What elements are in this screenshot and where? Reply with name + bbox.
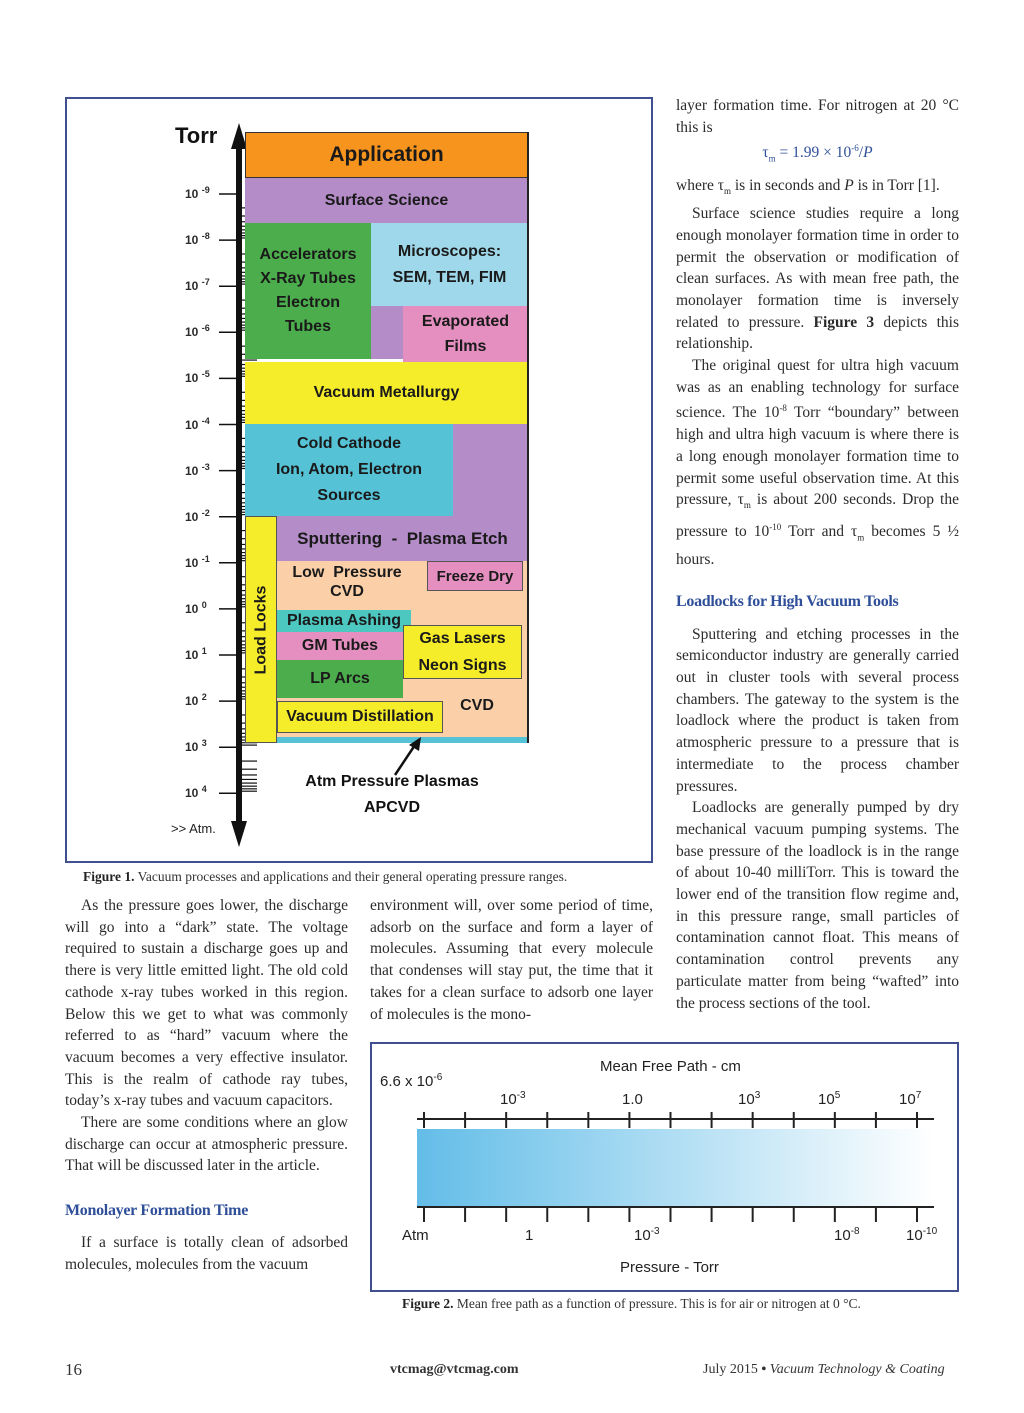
lpcvd-line-1: Low Pressure (292, 564, 402, 581)
accelerators-line-4: Tubes (285, 318, 331, 335)
page-number: 16 (65, 1360, 82, 1379)
p3sub: m (743, 500, 751, 511)
p3sub2: m (857, 532, 865, 543)
where-p: P (844, 177, 854, 195)
gm-tubes-label: GM Tubes (301, 637, 379, 654)
column-2 (370, 895, 653, 1025)
sputtering-label: Sputtering - Plasma Etch (297, 528, 508, 548)
atm-plasmas-line-2: APCVD (363, 799, 420, 816)
axis-tick-label: 10 $^{-6}$ (185, 323, 210, 340)
mfp-bottom-ticks (424, 1207, 917, 1222)
axis-tick-label: 10 $^4$ (185, 784, 207, 801)
axis-tick-label: 10 $^1$ (185, 646, 207, 662)
p3sup: -8 (779, 403, 787, 414)
atm-plasmas-label (267, 769, 517, 821)
band-application-label: Application (329, 143, 444, 166)
gas-lasers-line-1: Gas Lasers (419, 630, 506, 647)
plasma-ashing-label: Plasma Ashing (286, 612, 402, 629)
axis-tick-label: 10 $^{-1}$ (185, 553, 210, 570)
band-cold-cathode (245, 424, 453, 516)
col1-paragraph-3: If a surface is totally clean of adsorbed molecules, molecules from the vacuum (65, 1233, 348, 1273)
eq-tau: τ (762, 144, 769, 162)
col1-paragraph-2: There are some conditions where an glow discharge can occur at atmospheric pressure. That will be discussed later in the article. (65, 1114, 348, 1175)
band-cvd (447, 691, 507, 721)
axis-tick-label: 10 $^{-4}$ (185, 415, 210, 432)
cold-cathode-line-2: Ion, Atom, Electron (275, 461, 423, 478)
section-heading-monolayer: Monolayer Formation Time (65, 1202, 249, 1220)
eq-tail: / (858, 144, 864, 162)
axis-arrow-down (231, 821, 247, 847)
figure-2-caption (402, 1296, 962, 1312)
pressure-bottom-label: $10^{-8}$ (834, 1226, 860, 1244)
eq-sub: m (768, 153, 776, 164)
mfp-top-label: $10^7$ (899, 1090, 922, 1108)
pressure-bottom-label: Atm (402, 1227, 429, 1244)
eq-sup: -6 (851, 143, 859, 154)
band-purple-right (453, 424, 528, 516)
mfp-left-mantissa: 6.6 x 10 (380, 1073, 434, 1090)
footer-magazine: Vacuum Technology & Coating (769, 1362, 945, 1377)
band-lp-arcs (277, 660, 403, 698)
microscopes-line-1: Microscopes: (397, 242, 502, 260)
section-heading-loadlocks: Loadlocks for High Vacuum Tools (676, 592, 899, 610)
mfp-scale (372, 1044, 961, 1290)
where-2: is in seconds and (730, 177, 845, 195)
axis-unit-label: Torr (175, 123, 218, 148)
band-low-pressure-cvd (277, 561, 417, 603)
band-surface-science (245, 178, 528, 223)
mfp-left-exp: -6 (433, 1072, 443, 1083)
vacuum-distillation-label: Vacuum Distillation (286, 708, 434, 725)
pressure-bottom-label: $10^{-3}$ (634, 1226, 660, 1244)
band-gm-tubes (277, 632, 403, 660)
col3-paragraph-5: Loadlocks are generally pumped by dry mechanical vacuum pumping systems. The base pressure of the loadlock is in the range of about 10-40 milliTorr. This is toward the lower end of the transition flow regime and, in this pressure range, small particles of contamination cannot float. This means of contamination control prevents any particulate matter from being “wafted” into the process sections of the tool. (676, 799, 959, 1012)
lpcvd-line-2: CVD (330, 583, 364, 600)
evaporated-line-1: Evaporated (421, 313, 510, 330)
band-accelerators (245, 223, 371, 359)
atm-plasmas-line-1: Atm Pressure Plasmas (305, 773, 479, 790)
axis-tick-label: 10 $^{-8}$ (185, 231, 210, 248)
where-3: is in Torr [1]. (853, 177, 940, 195)
p3b: Torr “boundary” between high and ultra high vacuum is where there is a long enough monolayer formation time to permit some useful observation time. At this pressure, τ (676, 404, 959, 509)
eq-var: P (863, 144, 873, 162)
figure-1-caption (83, 869, 643, 885)
cold-cathode-line-1: Cold Cathode (297, 435, 401, 452)
where-sub: m (723, 186, 731, 197)
pressure-bottom-label: 1 (525, 1227, 534, 1244)
p3e: becomes 5 ½ hours. (676, 523, 959, 569)
accelerators-line-1: Accelerators (259, 246, 357, 263)
equation-tau-m (676, 138, 959, 170)
footer-email: vtcmag@vtcmag.com (390, 1362, 519, 1377)
col3-where-line (676, 175, 959, 203)
p2a: Surface science studies require a long enough monolayer formation time in order to permit the observation or modification of clean surfaces. As with mean free path, the monolayer formation time is inversely related to pressure. (676, 205, 959, 331)
band-surface-science-label: Surface Science (324, 191, 449, 209)
accelerators-line-3: Electron (275, 294, 340, 311)
pressure-torr-title: Pressure - Torr (620, 1259, 719, 1276)
mean-free-path-title: Mean Free Path - cm (600, 1058, 741, 1075)
chart-right-border (527, 132, 529, 743)
col3-paragraph-4: Sputtering and etching processes in the semiconductor industry are generally carried out in cluster tools with several process chambers. The gateway to the system is the loadlock where the product is taken from atmospheric pressure to a pressure that is intermediate to the process chamber pressures. (676, 625, 959, 795)
p2c: depicts this relationship. (676, 313, 959, 353)
band-application (245, 132, 528, 178)
figure-2-caption-label: Figure 2. (402, 1296, 454, 1311)
footer-publication (703, 1362, 945, 1378)
accelerators-line-2: X-Ray Tubes (260, 270, 356, 287)
col3-paragraph-2 (676, 203, 959, 355)
column-3 (676, 95, 959, 1014)
band-evaporated-films (403, 306, 528, 362)
band-vacuum-metallurgy (245, 362, 528, 424)
atm-label: >> Atm. (171, 821, 216, 836)
band-freeze-dry (427, 561, 523, 591)
axis-line (236, 145, 242, 835)
vacuum-metallurgy-label: Vacuum Metallurgy (313, 384, 460, 401)
cold-cathode-line-3: Sources (317, 487, 381, 504)
footer-bullet: • (761, 1362, 767, 1377)
axis-tick-label: 10 $^{-9}$ (185, 185, 210, 201)
axis-tick-label: 10 $^{-7}$ (185, 277, 210, 294)
mfp-top-label: 1.0 (622, 1091, 643, 1108)
figure-1-caption-label: Figure 1. (83, 869, 135, 884)
col3-paragraph-1: layer formation time. For nitrogen at 20 °C this is (676, 97, 959, 136)
column-1 (65, 895, 348, 1275)
eq-middle: = 1.99 × 10 (775, 144, 852, 162)
figure-1 (65, 97, 653, 884)
mfp-top-label: $10^3$ (738, 1090, 761, 1108)
pressure-bottom-label: $10^{-10}$ (906, 1226, 938, 1244)
band-gas-lasers (403, 625, 522, 679)
figure-2 (370, 1042, 959, 1292)
where-1: where τ (676, 177, 724, 195)
axis-tick-label: 10 $^0$ (185, 599, 207, 616)
band-sputtering (277, 516, 528, 561)
microscopes-line-2: SEM, TEM, FIM (392, 268, 507, 286)
p3c: is about 200 seconds. Drop the pressure to 10 (676, 491, 959, 541)
band-plasma-ashing (277, 610, 411, 632)
load-locks-label: Load Locks (252, 585, 269, 674)
axis-tick-label: 10 $^3$ (185, 738, 207, 755)
axis-tick-label: 10 $^2$ (185, 692, 207, 709)
evaporated-line-2: Films (444, 338, 487, 355)
freeze-dry-label: Freeze Dry (436, 567, 514, 585)
p3d: Torr and τ (781, 523, 858, 541)
figure-2-caption-text: Mean free path as a function of pressure. This is for air or nitrogen at 0 °C. (453, 1296, 861, 1311)
figure-3-ref: Figure 3 (813, 313, 875, 331)
band-load-locks (245, 516, 277, 743)
cvd-label: CVD (460, 697, 494, 714)
mfp-top-label: $10^{-3}$ (500, 1090, 526, 1108)
band-microscopes (371, 223, 528, 306)
p3a: The original quest for ultra high vacuum was as an enabling technology for surface science. The 10 (676, 357, 959, 422)
axis-tick-label: 10 $^{-5}$ (185, 369, 210, 386)
gas-lasers-line-2: Neon Signs (418, 657, 507, 674)
band-vacuum-distillation (277, 701, 443, 733)
figure-1-caption-text: Vacuum processes and applications and their general operating pressure ranges. (134, 869, 568, 884)
mfp-gradient-bar (417, 1129, 934, 1207)
col1-paragraph-1: As the pressure goes lower, the discharge will go into a “dark” state. The voltage required to sustain a discharge goes up and there is very little emitted light. The old cold cathode x-ray tubes worked in this region. Below this we get to what was commonly referred to as “hard” vacuum where the vacuum becomes a very effective insulator. This is the realm of cathode ray tubes, today’s x-ray tubes and vacuum capacitors. (65, 897, 348, 1110)
col2-paragraph-1: environment will, over some period of time, adsorb on the surface and form a layer of molecules. Assuming that every molecule that condenses will stay put, the time that it takes for a clean surface to adsorb one layer of molecules is the mono- (370, 897, 653, 1023)
footer-date: July 2015 (703, 1362, 758, 1377)
axis-tick-label: 10 $^{-2}$ (185, 507, 210, 524)
col3-paragraph-3 (676, 355, 959, 571)
axis-tick-label: 10 $^{-3}$ (185, 461, 210, 478)
p3sup2: -10 (769, 522, 782, 533)
mfp-top-label: $10^5$ (818, 1090, 841, 1108)
lp-arcs-label: LP Arcs (310, 670, 370, 687)
